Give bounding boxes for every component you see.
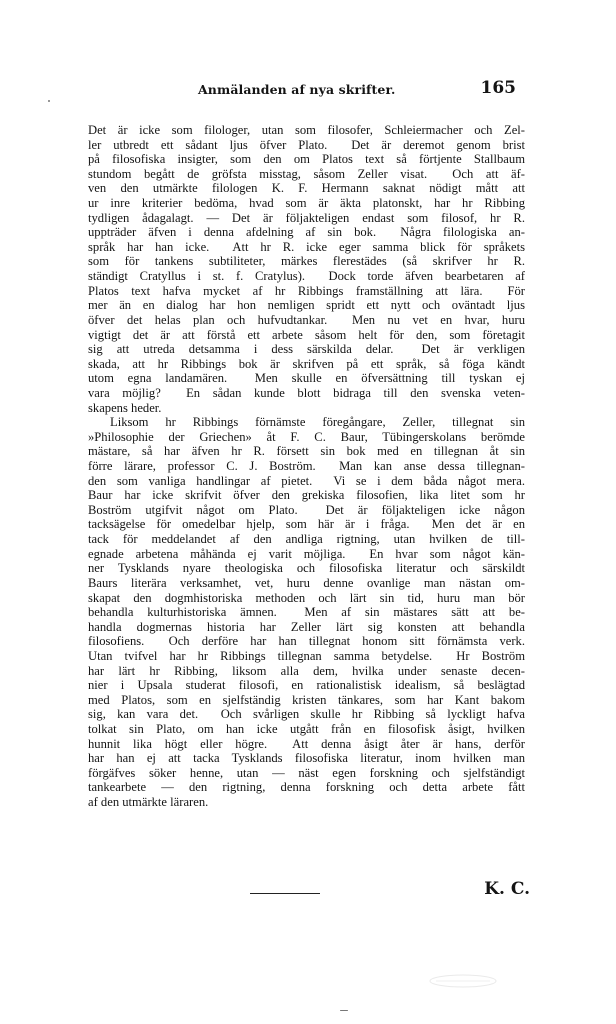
text-line: med Platos, som en sjelfständig kristen tänkares, som har Kant bakom — [88, 692, 525, 707]
page-header — [90, 80, 520, 102]
text-line: Baur har icke skrifvit öfver den grekiska filosofien, lika litet som hr — [88, 488, 525, 503]
text-line: som för tankens subtiliteter, märkes flerestädes (så skrifver hr R. — [88, 254, 525, 269]
text-line: tydligen ådagalagt. — Det är följakteligen endast som filosof, hr R. — [88, 210, 525, 225]
text-line: skapens heder. — [88, 400, 162, 415]
signature: K. C. — [484, 879, 530, 899]
text-line: språk har han icke. Att hr R. icke eger samma blick för språkets — [88, 239, 525, 254]
text-line: mer än en dialog har hon nemligen spridt ett nytt och oväntadt ljus — [88, 298, 525, 313]
text-line: tacksägelse för omedelbar hjelp, som här är i fråga. Men det är en — [88, 517, 525, 532]
text-line: förre lärare, professor C. J. Boström. Man kan anse dessa tillegnan- — [88, 459, 525, 474]
print-speck — [340, 1010, 348, 1011]
text-line: sig att utreda detsamma i dess särskilda delar. Det är verkligen — [88, 342, 525, 357]
text-line: ler utbredt ett sådant ljus öfver Plato. Det är deremot genom brist — [88, 137, 525, 152]
text-line: ven den utmärkte filologen K. F. Hermann saknat nödigt mått att — [88, 181, 525, 196]
page-number: 165 — [480, 78, 516, 98]
text-line: tankearbete — den rigtning, denna forskning och detta arbete fått — [88, 780, 525, 795]
text-line: stundom begått de gröfsta misstag, såsom Zeller visat. Och att äf- — [88, 166, 525, 181]
text-line: Det är icke som filologer, utan som filosofer, Schleiermacher och Zel- — [88, 123, 525, 137]
text-line: tolkat sin Plato, om han icke utgått från en filosofisk åsigt, hvilken — [88, 721, 525, 736]
text-line: skada, att hr Ribbings bok är skrifven på ett språk, så föga kändt — [88, 356, 525, 371]
text-line: sig, kan vara det. Och svårligen skulle hr Ribbing så lyckligt hafva — [88, 707, 525, 722]
text-line: har han ej att tacka Tysklands filosofiska literatur, inom hvilken man — [88, 751, 525, 766]
text-line: vara möjlig? En sådan kunde blott bidraga till den svenska veten- — [88, 385, 525, 400]
text-line: skapat den dogmhistoriska methoden och lärt sin tid, huru man bör — [88, 590, 525, 605]
text-line: af den utmärkte läraren. — [88, 795, 209, 810]
faint-library-stamp — [428, 974, 498, 988]
running-head: Anmälanden af nya skrifter. — [198, 82, 396, 97]
text-line: ur inre kriterier bedöma, hvad som är äkta platonskt, har hr Ribbing — [88, 196, 525, 211]
text-line: förgäfves söker henne, utan — näst egen forskning och sjelfständigt — [88, 765, 525, 780]
text-line: ner Tysklands nyare theologiska och filosofiska literatur och särskildt — [88, 561, 525, 576]
text-line: egnade arbetena måhända ej varit möjliga. En hvar som något kän- — [88, 546, 525, 561]
text-line: öfver det helas plan och hufvudtankar. Men nu vet en hvar, huru — [88, 312, 525, 327]
text-line: Platos text hafva mycket af hr Ribbings framställning att lära. För — [88, 283, 525, 298]
text-line: vigtigt det är att förstå ett arbete såsom helt för den, som företagit — [88, 327, 525, 342]
text-line: utom egna landamären. Men skulle en öfversättning till tyskan ej — [88, 371, 525, 386]
text-line: hunnit lika högt eller högre. Att denna åsigt åter är hans, derför — [88, 736, 525, 751]
text-line: handla dogmernas historia har Zeller lärt sig konsten att behandla — [88, 619, 525, 634]
text-line: »Philosophie der Griechen» åt F. C. Baur, Tübingerskolans berömde — [88, 429, 525, 444]
text-line: behandla kulturhistoriska ämnen. Men af sin mästares sätt att be- — [88, 605, 525, 620]
text-line: Liksom hr Ribbings förnämste föregångare, Zeller, tillegnat sin — [110, 415, 525, 430]
signature-rule — [250, 893, 320, 894]
text-line: på filosofiska insigter, som den om Platos text så förtjente Stallbaum — [88, 152, 525, 167]
text-line: uppträder äfven i denna afdelning af sin bok. Några filologiska an- — [88, 225, 525, 240]
text-line: mästare, så har äfven hr R. försett sin bok med en tillegnan åt sin — [88, 444, 525, 459]
text-line: Baurs literära verksamhet, vet, huru denne ovanlige man nästan om- — [88, 575, 525, 590]
text-line: ständigt Cratyllus i st. f. Cratylus). Dock torde äfven bearbetaren af — [88, 269, 525, 284]
print-speck — [48, 100, 50, 102]
text-line: tack för meddelandet af den andliga rigtning, utan hvilken de till- — [88, 532, 525, 547]
text-line: nier i Upsala studerat filosofi, en rationalistisk idealism, så beslägtad — [88, 678, 525, 693]
text-line: filosofiens. Och derföre har han tillegnat honom sitt förnämsta verk. — [88, 634, 525, 649]
text-line: Utan tvifvel har hr Ribbings tillegnan samma betydelse. Hr Boström — [88, 648, 525, 663]
text-line: har lärt hr Ribbing, liksom alla dem, hvilka under senaste decen- — [88, 663, 525, 678]
text-line: den som vanliga handlingar af pietet. Vi se i dem båda något mera. — [88, 473, 525, 488]
text-line: Boström utgifvit något om Plato. Det är följakteligen icke någon — [88, 502, 525, 517]
body-text — [88, 123, 525, 810]
